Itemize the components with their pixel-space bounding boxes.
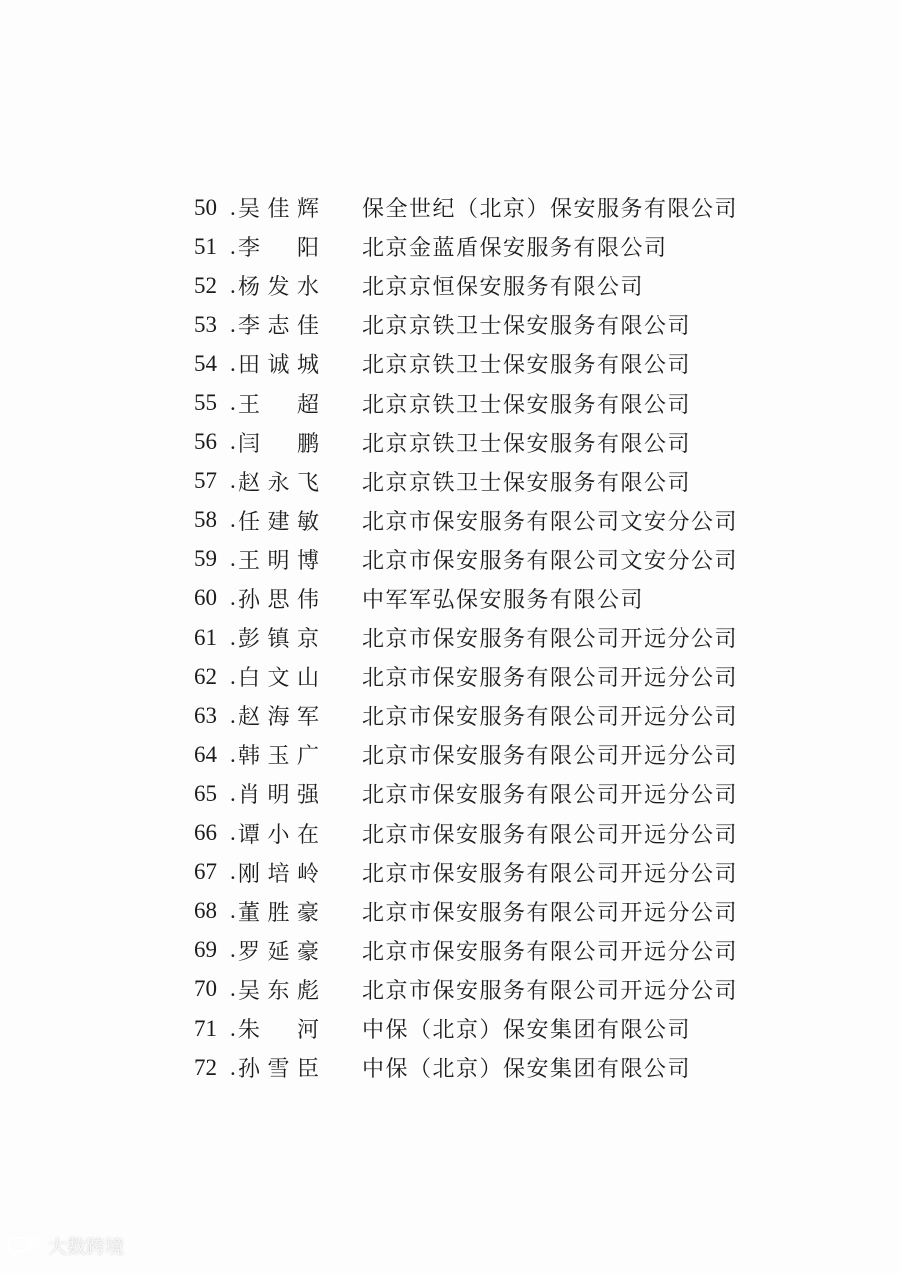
company-name: 北京市保安服务有限公司开远分公司: [362, 666, 739, 692]
person-name: 任建敏: [238, 509, 320, 535]
company-name: 北京市保安服务有限公司开远分公司: [362, 705, 739, 731]
list-item: [194, 696, 738, 735]
person-name: 刚培岭: [238, 861, 320, 887]
entry-dot: .: [230, 780, 237, 806]
person-name: 董胜豪: [238, 900, 320, 926]
entry-dot: .: [230, 390, 237, 416]
watermark: [8, 1232, 124, 1259]
company-name: 中保（北京）保安集团有限公司: [362, 1018, 692, 1044]
person-name: 闫 鹏: [238, 431, 320, 457]
person-name: 王 超: [238, 392, 320, 418]
entry-number: 63: [194, 702, 217, 728]
person-name: 李 阳: [238, 236, 320, 262]
list-item: [194, 657, 738, 696]
company-name: 北京市保安服务有限公司开远分公司: [362, 861, 739, 887]
company-name: 北京京恒保安服务有限公司: [362, 275, 645, 301]
entry-dot: .: [230, 1054, 237, 1080]
entry-dot: .: [230, 663, 237, 689]
entry-number: 54: [194, 350, 217, 376]
list-item: [194, 1009, 738, 1048]
entry-number: 70: [194, 976, 217, 1002]
company-name: 北京京铁卫士保安服务有限公司: [362, 470, 692, 496]
entry-dot: .: [230, 976, 237, 1002]
entry-dot: .: [230, 702, 237, 728]
entry-number: 71: [194, 1015, 217, 1041]
entry-number: 60: [194, 585, 217, 611]
entry-dot: .: [230, 272, 237, 298]
person-name: 白文山: [238, 666, 320, 692]
list-item: [194, 462, 738, 501]
entry-number: 68: [194, 898, 217, 924]
entry-dot: .: [230, 350, 237, 376]
entry-number: 65: [194, 780, 217, 806]
entry-number: 57: [194, 468, 217, 494]
company-name: 北京市保安服务有限公司开远分公司: [362, 900, 739, 926]
company-name: 北京京铁卫士保安服务有限公司: [362, 392, 692, 418]
list-item: [194, 540, 738, 579]
company-name: 中军军弘保安服务有限公司: [362, 587, 645, 613]
person-name: 王明博: [238, 548, 320, 574]
entry-number: 72: [194, 1054, 217, 1080]
entry-number: 55: [194, 390, 217, 416]
list-item: [194, 970, 738, 1009]
list-item: [194, 188, 738, 227]
company-name: 北京市保安服务有限公司开远分公司: [362, 783, 739, 809]
entry-dot: .: [230, 311, 237, 337]
entry-dot: .: [230, 1015, 237, 1041]
list-item: [194, 579, 738, 618]
entry-number: 67: [194, 859, 217, 885]
person-name: 李志佳: [238, 314, 320, 340]
list-item: [194, 383, 738, 422]
entry-dot: .: [230, 233, 237, 259]
entry-dot: .: [230, 546, 237, 572]
company-name: 北京市保安服务有限公司开远分公司: [362, 627, 739, 653]
company-name: 中保（北京）保安集团有限公司: [362, 1057, 692, 1083]
company-name: 北京市保安服务有限公司开远分公司: [362, 744, 739, 770]
entry-dot: .: [230, 859, 237, 885]
person-name: 肖明强: [238, 783, 320, 809]
list-item: [194, 931, 738, 970]
person-name: 赵海军: [238, 705, 320, 731]
entry-number: 58: [194, 507, 217, 533]
entry-dot: .: [230, 507, 237, 533]
person-name: 孙雪臣: [238, 1057, 320, 1083]
list-item: [194, 305, 738, 344]
person-name: 吴佳辉: [238, 197, 320, 223]
list-item: [194, 1048, 738, 1087]
company-name: 北京金蓝盾保安服务有限公司: [362, 236, 668, 262]
entry-number: 52: [194, 272, 217, 298]
entry-number: 61: [194, 624, 217, 650]
person-name: 田诚城: [238, 353, 320, 379]
person-name: 罗延豪: [238, 939, 320, 965]
chat-bubble-icon: [8, 1235, 42, 1257]
person-name: 吴东彪: [238, 978, 320, 1004]
list-item: [194, 501, 738, 540]
company-name: 北京市保安服务有限公司文安分公司: [362, 548, 739, 574]
person-name: 赵永飞: [238, 470, 320, 496]
entry-number: 50: [194, 194, 217, 220]
entry-dot: .: [230, 624, 237, 650]
entry-number: 62: [194, 663, 217, 689]
company-name: 北京京铁卫士保安服务有限公司: [362, 431, 692, 457]
entry-number: 59: [194, 546, 217, 572]
watermark-text: 大数跨境: [48, 1236, 125, 1258]
entry-number: 56: [194, 429, 217, 455]
person-name: 韩玉广: [238, 744, 320, 770]
entry-number: 66: [194, 820, 217, 846]
entry-dot: .: [230, 468, 237, 494]
person-name: 谭小在: [238, 822, 320, 848]
personnel-list: [194, 188, 738, 1087]
entry-number: 64: [194, 741, 217, 767]
entry-dot: .: [230, 937, 237, 963]
person-name: 彭镇京: [238, 627, 320, 653]
list-item: [194, 735, 738, 774]
entry-dot: .: [230, 820, 237, 846]
person-name: 杨发水: [238, 275, 320, 301]
company-name: 北京京铁卫士保安服务有限公司: [362, 353, 692, 379]
company-name: 北京市保安服务有限公司开远分公司: [362, 939, 739, 965]
list-item: [194, 227, 738, 266]
company-name: 保全世纪（北京）保安服务有限公司: [362, 197, 739, 223]
entry-dot: .: [230, 741, 237, 767]
list-item: [194, 853, 738, 892]
entry-dot: .: [230, 194, 237, 220]
list-item: [194, 814, 738, 853]
person-name: 朱 河: [238, 1018, 320, 1044]
list-item: [194, 266, 738, 305]
company-name: 北京市保安服务有限公司开远分公司: [362, 822, 739, 848]
list-item: [194, 344, 738, 383]
list-item: [194, 774, 738, 813]
entry-number: 69: [194, 937, 217, 963]
list-item: [194, 423, 738, 462]
entry-number: 53: [194, 311, 217, 337]
entry-dot: .: [230, 898, 237, 924]
person-name: 孙思伟: [238, 587, 320, 613]
company-name: 北京市保安服务有限公司开远分公司: [362, 978, 739, 1004]
list-item: [194, 618, 738, 657]
entry-dot: .: [230, 429, 237, 455]
list-item: [194, 892, 738, 931]
company-name: 北京京铁卫士保安服务有限公司: [362, 314, 692, 340]
company-name: 北京市保安服务有限公司文安分公司: [362, 509, 739, 535]
entry-dot: .: [230, 585, 237, 611]
entry-number: 51: [194, 233, 217, 259]
